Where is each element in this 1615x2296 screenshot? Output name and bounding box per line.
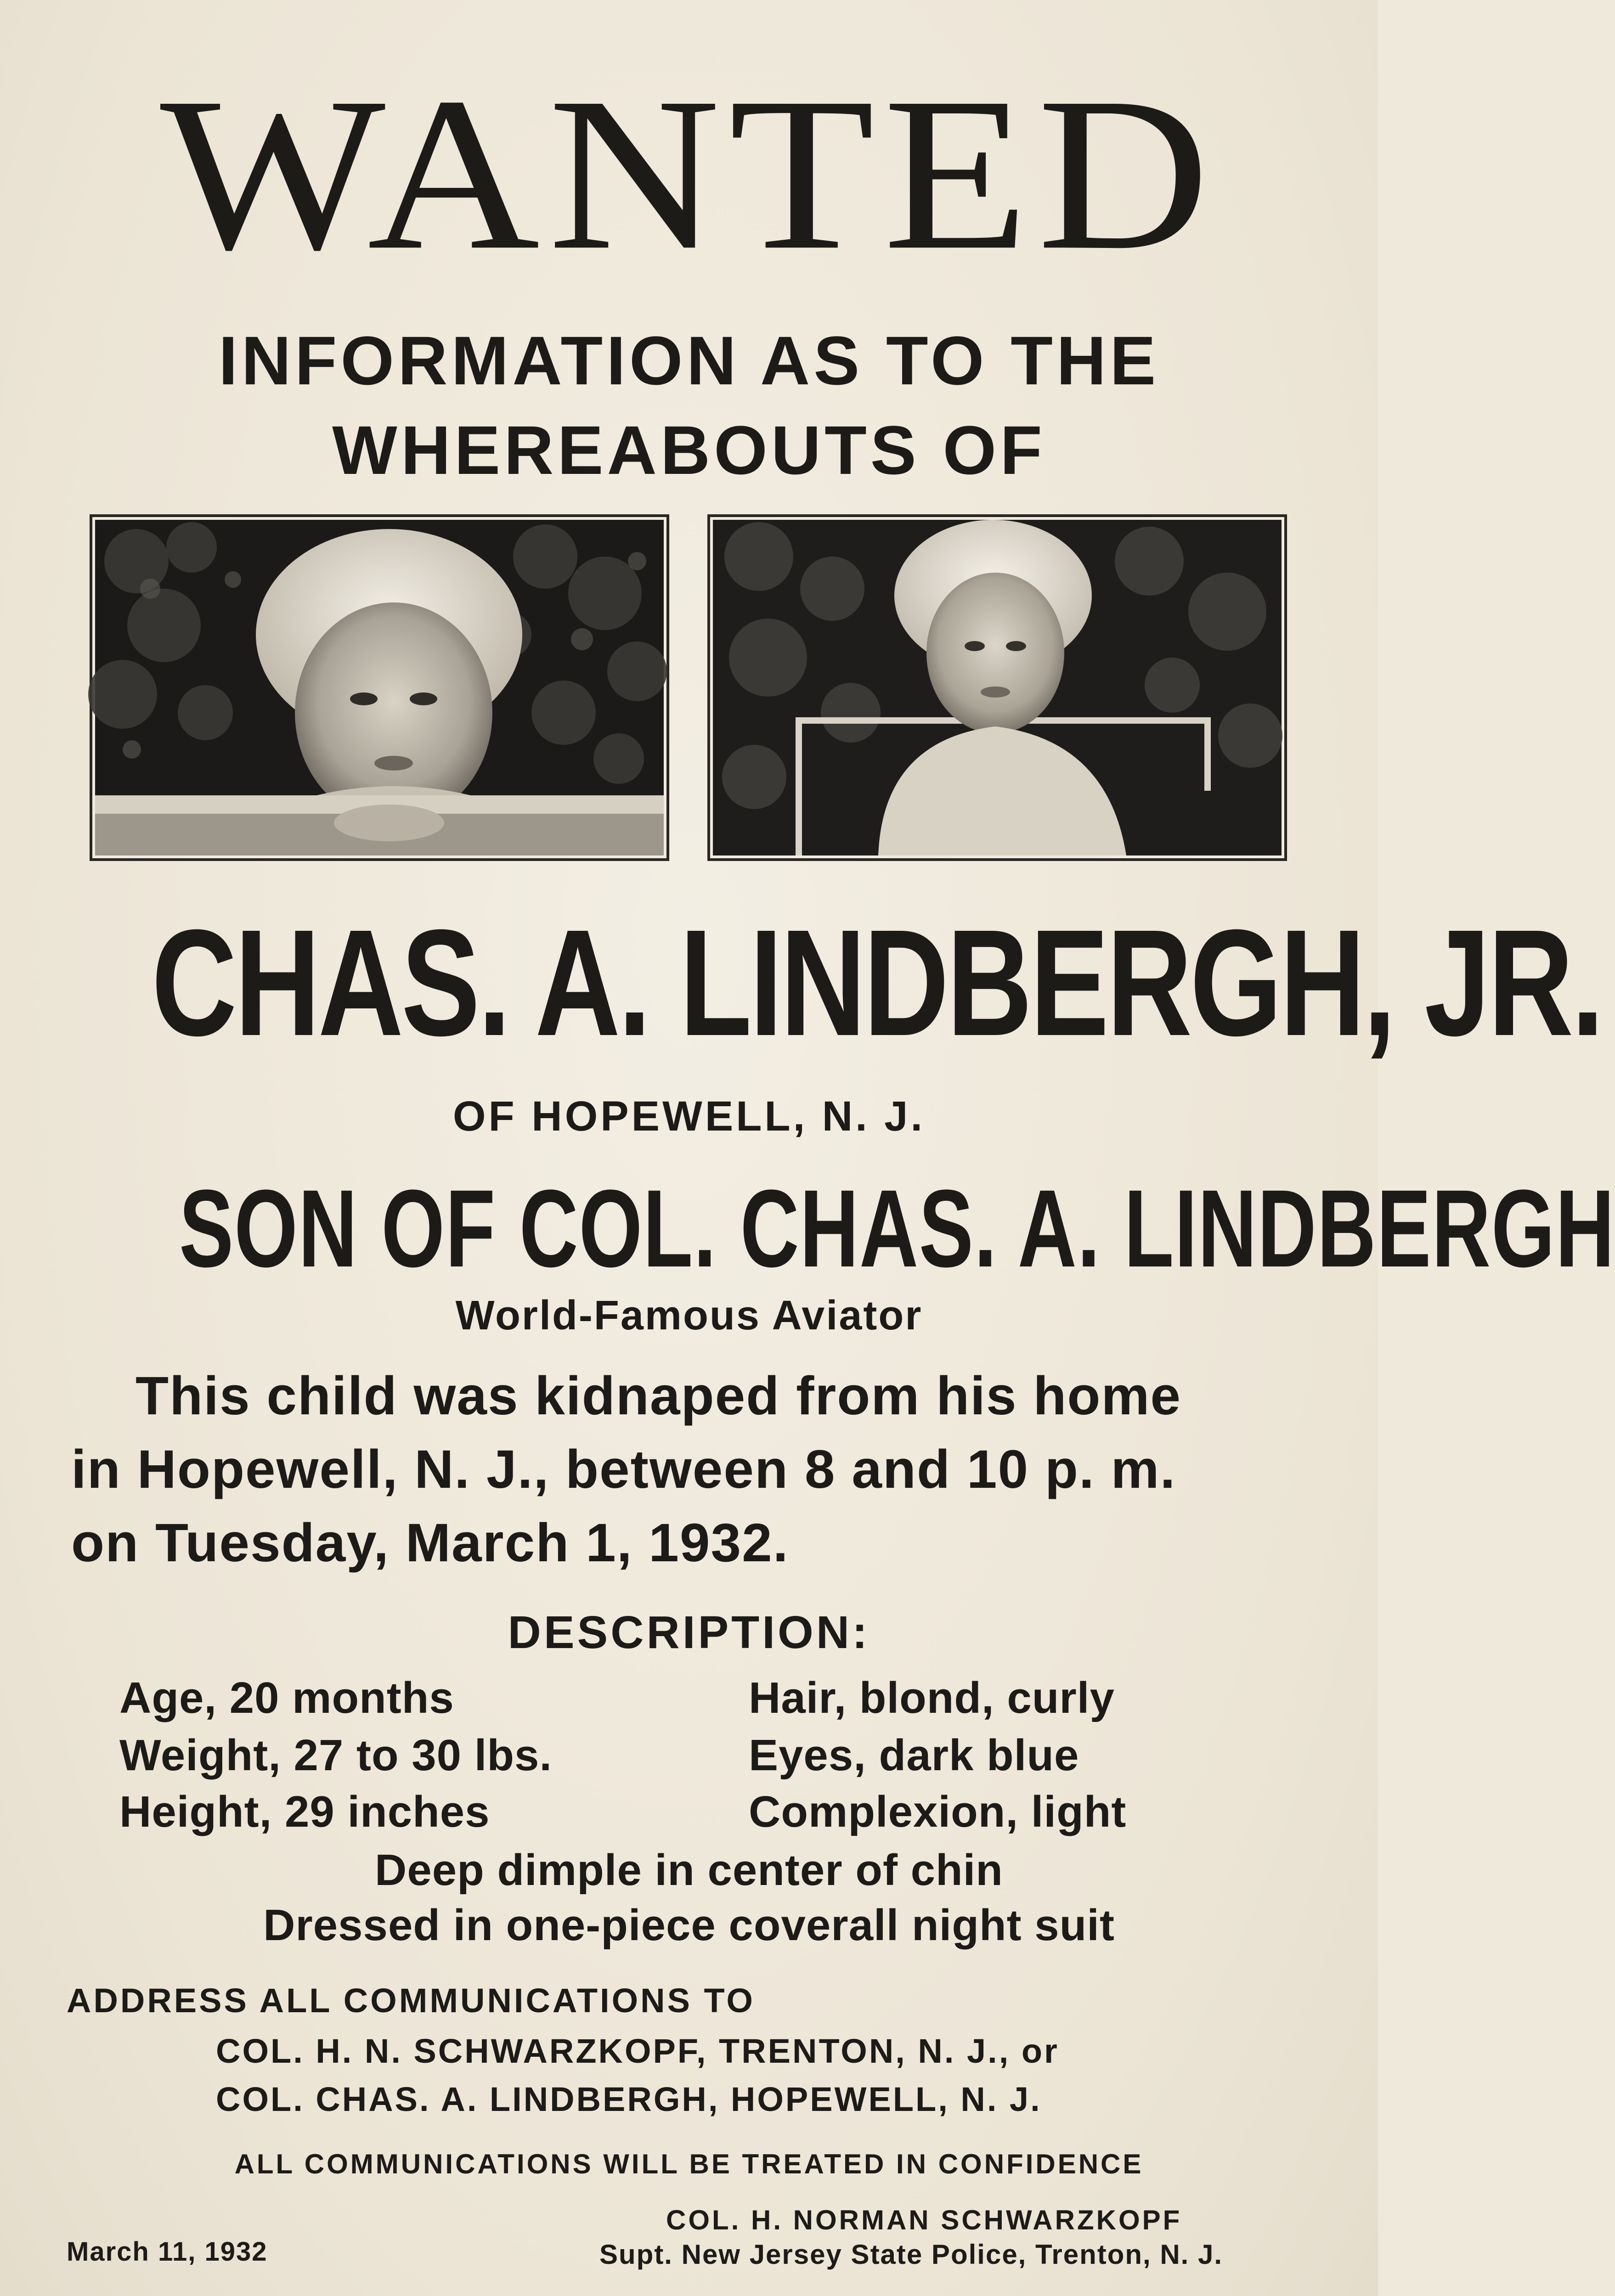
photo-child-seated xyxy=(707,514,1287,861)
info-line-1: INFORMATION AS TO THE xyxy=(218,322,1160,399)
address-line-1: COL. H. N. SCHWARZKOPF, TRENTON, N. J., or xyxy=(216,2032,1059,2070)
confidence-notice: ALL COMMUNICATIONS WILL BE TREATED IN CONFIDENCE xyxy=(234,2149,1144,2179)
child-portrait-leaning xyxy=(95,520,664,855)
address-line-2: COL. CHAS. A. LINDBERGH, HOPEWELL, N. J. xyxy=(216,2080,1042,2118)
description-complexion: Complexion, light xyxy=(749,1787,1127,1836)
signature-title: Supt. New Jersey State Police, Trenton, N. J. xyxy=(599,2239,1223,2270)
child-name: CHAS. A. LINDBERGH, JR. xyxy=(152,898,1602,1067)
description-hair: Hair, blond, curly xyxy=(749,1673,1115,1722)
signature-name: COL. H. NORMAN SCHWARZKOPF xyxy=(666,2205,1182,2235)
info-line-2: WHEREABOUTS OF xyxy=(332,411,1046,489)
description-dressed: Dressed in one-piece coverall night suit xyxy=(263,1901,1115,1950)
description-heading: DESCRIPTION: xyxy=(508,1607,870,1658)
kidnap-line: This child was kidnaped from his home xyxy=(136,1366,1182,1426)
kidnap-line: in Hopewell, N. J., between 8 and 10 p. m. xyxy=(71,1439,1176,1500)
description-age: Age, 20 months xyxy=(119,1673,454,1722)
description-eyes: Eyes, dark blue xyxy=(749,1731,1079,1780)
description-height: Height, 29 inches xyxy=(119,1787,490,1836)
aviator-line: World-Famous Aviator xyxy=(455,1293,923,1339)
photo-child-leaning xyxy=(90,514,669,861)
description-dimple: Deep dimple in center of chin xyxy=(375,1846,1003,1895)
description-weight: Weight, 27 to 30 lbs. xyxy=(119,1731,553,1780)
address-heading: ADDRESS ALL COMMUNICATIONS TO xyxy=(67,1981,755,2020)
child-portrait-seated xyxy=(713,520,1282,855)
kidnap-line: on Tuesday, March 1, 1932. xyxy=(71,1513,789,1573)
poster-date: March 11, 1932 xyxy=(67,2237,268,2267)
kidnap-paragraph xyxy=(71,1359,1311,1580)
son-of-line: SON OF COL. CHAS. A. LINDBERGH xyxy=(179,1167,1615,1290)
headline: WANTED xyxy=(160,52,1218,296)
of-hopewell: OF HOPEWELL, N. J. xyxy=(452,1093,926,1140)
